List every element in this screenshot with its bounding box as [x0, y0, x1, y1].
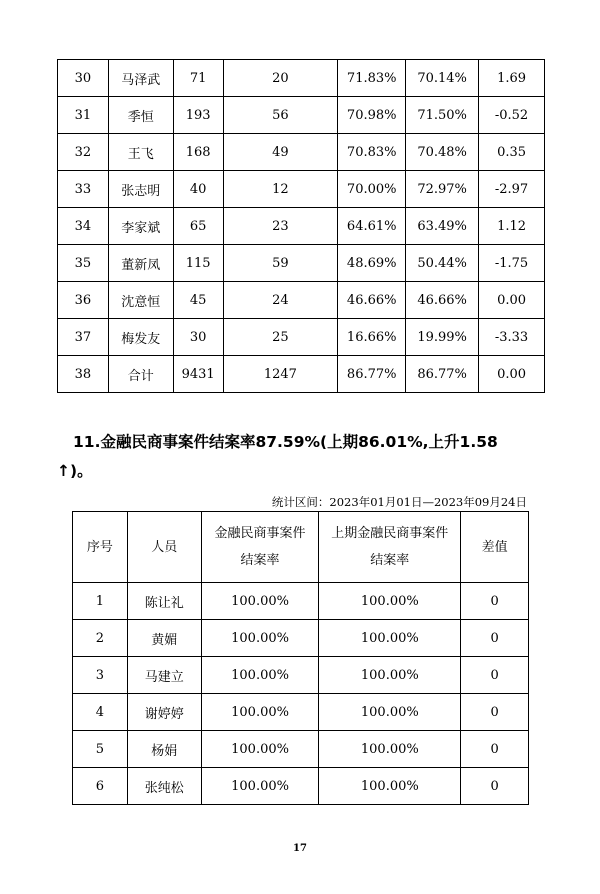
table-cell: 65 — [173, 208, 223, 245]
table-cell: 张纯松 — [127, 768, 201, 805]
table-cell: 45 — [173, 282, 223, 319]
table-cell: 谢婷婷 — [127, 694, 201, 731]
table-row — [58, 134, 545, 171]
table-cell: 25 — [223, 319, 338, 356]
header-person: 人员 — [127, 512, 201, 583]
table-cell: 3 — [73, 657, 128, 694]
table-cell: 沈意恒 — [108, 282, 173, 319]
table-row — [58, 97, 545, 134]
table-cell: 100.00% — [319, 583, 461, 620]
header-diff: 差值 — [461, 512, 529, 583]
table-cell: 12 — [223, 171, 338, 208]
table-cell: 70.00% — [338, 171, 406, 208]
table-cell: 71 — [173, 60, 223, 97]
table-cell: 20 — [223, 60, 338, 97]
table-cell: 70.14% — [406, 60, 479, 97]
table-cell: 董新凤 — [108, 245, 173, 282]
table-cell: 5 — [73, 731, 128, 768]
table-cell: 50.44% — [406, 245, 479, 282]
table-cell: 36 — [58, 282, 109, 319]
table-cell: 0 — [461, 620, 529, 657]
table-cell: -0.52 — [479, 97, 545, 134]
table-row — [58, 319, 545, 356]
table-cell: 19.99% — [406, 319, 479, 356]
performance-table — [57, 59, 545, 393]
header-rate-line2: 结案率 — [240, 553, 280, 568]
table-cell: 70.83% — [338, 134, 406, 171]
table-cell: -3.33 — [479, 319, 545, 356]
header-rate-line1: 金融民商事案件 — [214, 526, 306, 541]
table-cell: 193 — [173, 97, 223, 134]
table-cell: 71.83% — [338, 60, 406, 97]
table-cell: 0 — [461, 731, 529, 768]
table-cell: 168 — [173, 134, 223, 171]
table-cell: 1 — [73, 583, 128, 620]
table-cell: 季恒 — [108, 97, 173, 134]
section-heading-line2: ↑)。 — [57, 462, 93, 480]
table-cell: 70.48% — [406, 134, 479, 171]
table-cell: 1247 — [223, 356, 338, 393]
table-cell: 6 — [73, 768, 128, 805]
table-cell: 100.00% — [319, 620, 461, 657]
stat-range: 统计区间：2023年01月01日—2023年09月24日 — [271, 495, 527, 509]
table-cell: 马泽武 — [108, 60, 173, 97]
table-row — [73, 768, 529, 805]
table-cell: 0 — [461, 694, 529, 731]
table-header-row — [73, 512, 529, 583]
table-cell: 0.00 — [479, 282, 545, 319]
table-row — [73, 620, 529, 657]
table-cell: 100.00% — [201, 583, 319, 620]
section-heading-line1: 11.金融民商事案件结案率87.59%(上期86.01%,上升1.58 — [73, 433, 498, 451]
table-cell: 陈让礼 — [127, 583, 201, 620]
table-cell: 马建立 — [127, 657, 201, 694]
table-row — [58, 171, 545, 208]
table-cell: 王飞 — [108, 134, 173, 171]
table-cell: 59 — [223, 245, 338, 282]
table-cell: 100.00% — [201, 694, 319, 731]
table-cell: 100.00% — [201, 620, 319, 657]
table-row — [73, 583, 529, 620]
table-cell: 23 — [223, 208, 338, 245]
table-row — [58, 356, 545, 393]
table-cell: 34 — [58, 208, 109, 245]
table-cell: 2 — [73, 620, 128, 657]
table-cell: 梅发友 — [108, 319, 173, 356]
table-cell: 63.49% — [406, 208, 479, 245]
table-cell: 33 — [58, 171, 109, 208]
header-rate — [201, 512, 319, 583]
table-cell: 0 — [461, 657, 529, 694]
table-row — [73, 657, 529, 694]
table-cell: 0 — [461, 583, 529, 620]
table-cell: 李家斌 — [108, 208, 173, 245]
table-cell: 100.00% — [319, 768, 461, 805]
table-cell: 杨娟 — [127, 731, 201, 768]
table-cell: 合计 — [108, 356, 173, 393]
financial-case-table — [72, 511, 529, 805]
table-cell: 30 — [58, 60, 109, 97]
table-row — [73, 731, 529, 768]
table-cell: 0.35 — [479, 134, 545, 171]
table-cell: 30 — [173, 319, 223, 356]
table-cell: 32 — [58, 134, 109, 171]
table-row — [73, 694, 529, 731]
table-cell: 86.77% — [338, 356, 406, 393]
table-row — [58, 208, 545, 245]
table-row — [58, 245, 545, 282]
table-cell: 37 — [58, 319, 109, 356]
table-cell: 0 — [461, 768, 529, 805]
table-cell: 100.00% — [319, 694, 461, 731]
table-cell: 100.00% — [201, 768, 319, 805]
table-cell: 31 — [58, 97, 109, 134]
table-cell: 71.50% — [406, 97, 479, 134]
table-cell: 0.00 — [479, 356, 545, 393]
table-row — [58, 60, 545, 97]
table-cell: 100.00% — [319, 731, 461, 768]
table-cell: 4 — [73, 694, 128, 731]
table-cell: 24 — [223, 282, 338, 319]
table-cell: 9431 — [173, 356, 223, 393]
page-number: 17 — [293, 843, 307, 854]
section-heading — [57, 428, 553, 486]
table-cell: 100.00% — [201, 657, 319, 694]
table-cell: -2.97 — [479, 171, 545, 208]
header-index: 序号 — [73, 512, 128, 583]
table-cell: 64.61% — [338, 208, 406, 245]
table-cell: 56 — [223, 97, 338, 134]
table-cell: 48.69% — [338, 245, 406, 282]
table-cell: 1.12 — [479, 208, 545, 245]
header-prev-rate-line1: 上期金融民商事案件 — [331, 526, 449, 541]
table-cell: 黄媚 — [127, 620, 201, 657]
table-cell: 38 — [58, 356, 109, 393]
table-cell: -1.75 — [479, 245, 545, 282]
header-prev-rate — [319, 512, 461, 583]
table-cell: 46.66% — [406, 282, 479, 319]
table-cell: 115 — [173, 245, 223, 282]
table-cell: 1.69 — [479, 60, 545, 97]
table-row — [58, 282, 545, 319]
table-cell: 46.66% — [338, 282, 406, 319]
table-cell: 86.77% — [406, 356, 479, 393]
table-cell: 100.00% — [319, 657, 461, 694]
table-cell: 张志明 — [108, 171, 173, 208]
table-cell: 70.98% — [338, 97, 406, 134]
table-cell: 16.66% — [338, 319, 406, 356]
table-cell: 100.00% — [201, 731, 319, 768]
table-cell: 40 — [173, 171, 223, 208]
header-prev-rate-line2: 结案率 — [370, 553, 410, 568]
table-cell: 72.97% — [406, 171, 479, 208]
table-cell: 49 — [223, 134, 338, 171]
table-cell: 35 — [58, 245, 109, 282]
